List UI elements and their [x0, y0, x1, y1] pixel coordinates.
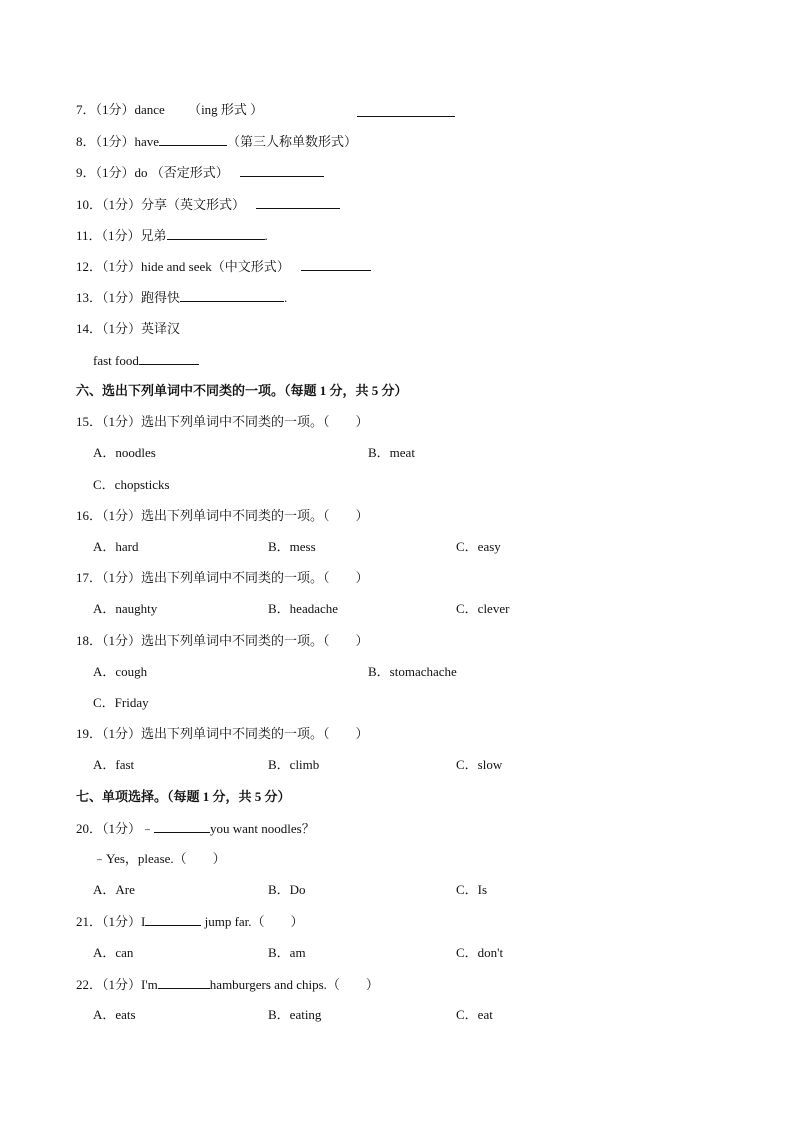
- question-16-number: 16．（1分）: [76, 508, 142, 523]
- question-19-number: 19．（1分）: [76, 726, 142, 741]
- question-9: [76, 164, 324, 181]
- answer-blank-13[interactable]: [180, 289, 284, 302]
- answer-blank-12[interactable]: [301, 258, 371, 271]
- question-12-text: 12．（1分）hide and seek（中文形式）: [76, 259, 290, 274]
- question-21-rest: jump far.（ ）: [201, 914, 304, 929]
- question-15-option-c[interactable]: C．chopsticks: [93, 477, 170, 492]
- question-20-rest: you want noodles？: [210, 821, 315, 836]
- question-22-rest: hamburgers and chips.（ ）: [209, 977, 379, 992]
- answer-blank-7[interactable]: [357, 104, 455, 117]
- question-7-hint: （ing 形式 ）: [188, 102, 264, 117]
- question-20-option-c[interactable]: C．Is: [456, 882, 488, 897]
- question-7-text: 7．（1分）dance: [76, 102, 165, 117]
- question-9-text: 9．（1分）do （否定形式）: [76, 165, 229, 180]
- question-20-option-b[interactable]: B．Do: [268, 882, 306, 897]
- question-19-option-c[interactable]: C．slow: [456, 757, 503, 772]
- question-18-option-c[interactable]: C．Friday: [93, 695, 149, 710]
- question-21-text: 21．（1分）I: [76, 914, 146, 929]
- question-8: [76, 133, 357, 150]
- question-15-prompt: 选出下列单词中不同类的一项。（ ）: [141, 414, 369, 429]
- question-22-option-a[interactable]: A．eats: [93, 1007, 136, 1022]
- answer-blank-14[interactable]: [139, 352, 199, 365]
- question-15-number: 15．（1分）: [76, 414, 142, 429]
- section-6-heading: 六、选出下列单词中不同类的一项。（每题 1 分，共 5 分）: [76, 383, 408, 398]
- question-7: [76, 102, 263, 118]
- question-18-prompt: 选出下列单词中不同类的一项。（ ）: [141, 633, 369, 648]
- question-18-option-b[interactable]: B．stomachache: [368, 664, 457, 679]
- question-20-option-a[interactable]: A．Are: [93, 882, 135, 897]
- answer-blank-11[interactable]: [167, 227, 265, 240]
- question-13-suffix: .: [284, 290, 288, 305]
- question-14-text: 14．（1分）英译汉: [76, 321, 181, 336]
- question-22-option-b[interactable]: B．eating: [268, 1007, 322, 1022]
- question-17-option-a[interactable]: A．naughty: [93, 601, 158, 616]
- question-18-number: 18．（1分）: [76, 633, 142, 648]
- answer-blank-8[interactable]: [159, 133, 227, 146]
- question-16-option-b[interactable]: B．mess: [268, 539, 316, 554]
- question-11-suffix: .: [264, 228, 268, 243]
- question-14: [76, 321, 180, 337]
- question-19-prompt: 选出下列单词中不同类的一项。（ ）: [141, 726, 369, 741]
- answer-blank-20[interactable]: [154, 820, 210, 833]
- question-10-text: 10．（1分）分享（英文形式）: [76, 197, 246, 212]
- question-12: [76, 258, 371, 275]
- question-18: [76, 633, 369, 649]
- question-19-option-b[interactable]: B．climb: [268, 757, 320, 772]
- question-14-term: fast food: [93, 353, 139, 368]
- question-19: [76, 726, 369, 742]
- question-13: [76, 289, 287, 306]
- question-16-option-c[interactable]: C．easy: [456, 539, 501, 554]
- question-17-option-b[interactable]: B．headache: [268, 601, 339, 616]
- question-22: [76, 976, 379, 993]
- question-13-text: 13．（1分）跑得快: [76, 290, 181, 305]
- answer-blank-9[interactable]: [240, 164, 324, 177]
- question-22-text: 22．（1分）I'm: [76, 977, 158, 992]
- question-10: [76, 196, 340, 213]
- answer-blank-21[interactable]: [145, 913, 201, 926]
- section-7-heading: 七、单项选择。（每题 1 分，共 5 分）: [76, 789, 291, 804]
- question-21-option-c[interactable]: C．don't: [456, 945, 504, 960]
- question-11: [76, 227, 268, 244]
- question-15-option-b[interactable]: B．meat: [368, 445, 415, 460]
- question-21-option-a[interactable]: A．can: [93, 945, 134, 960]
- question-8-text: 8．（1分）have: [76, 134, 160, 149]
- question-18-option-a[interactable]: A．cough: [93, 664, 148, 679]
- question-15-option-a[interactable]: A．noodles: [93, 445, 156, 460]
- answer-blank-10[interactable]: [256, 196, 340, 209]
- question-15: [76, 414, 369, 430]
- question-17-prompt: 选出下列单词中不同类的一项。（ ）: [141, 570, 369, 585]
- answer-blank-22[interactable]: [158, 976, 210, 989]
- question-17-number: 17．（1分）: [76, 570, 142, 585]
- question-21-option-b[interactable]: B．am: [268, 945, 306, 960]
- question-16: [76, 508, 369, 524]
- question-16-prompt: 选出下列单词中不同类的一项。（ ）: [141, 508, 369, 523]
- question-17: [76, 570, 369, 586]
- question-22-option-c[interactable]: C．eat: [456, 1007, 493, 1022]
- question-20-text: 20．（1分）﹣: [76, 821, 155, 836]
- question-11-text: 11．（1分）兄弟: [76, 228, 167, 243]
- question-19-option-a[interactable]: A．fast: [93, 757, 135, 772]
- question-16-option-a[interactable]: A．hard: [93, 539, 139, 554]
- question-14-sub: [93, 352, 199, 369]
- question-17-option-c[interactable]: C．clever: [456, 601, 510, 616]
- question-20-reply: ﹣Yes，please.（ ）: [93, 851, 226, 866]
- question-20: [76, 820, 315, 837]
- question-8-hint: （第三人称单数形式）: [227, 134, 358, 149]
- question-21: [76, 913, 304, 930]
